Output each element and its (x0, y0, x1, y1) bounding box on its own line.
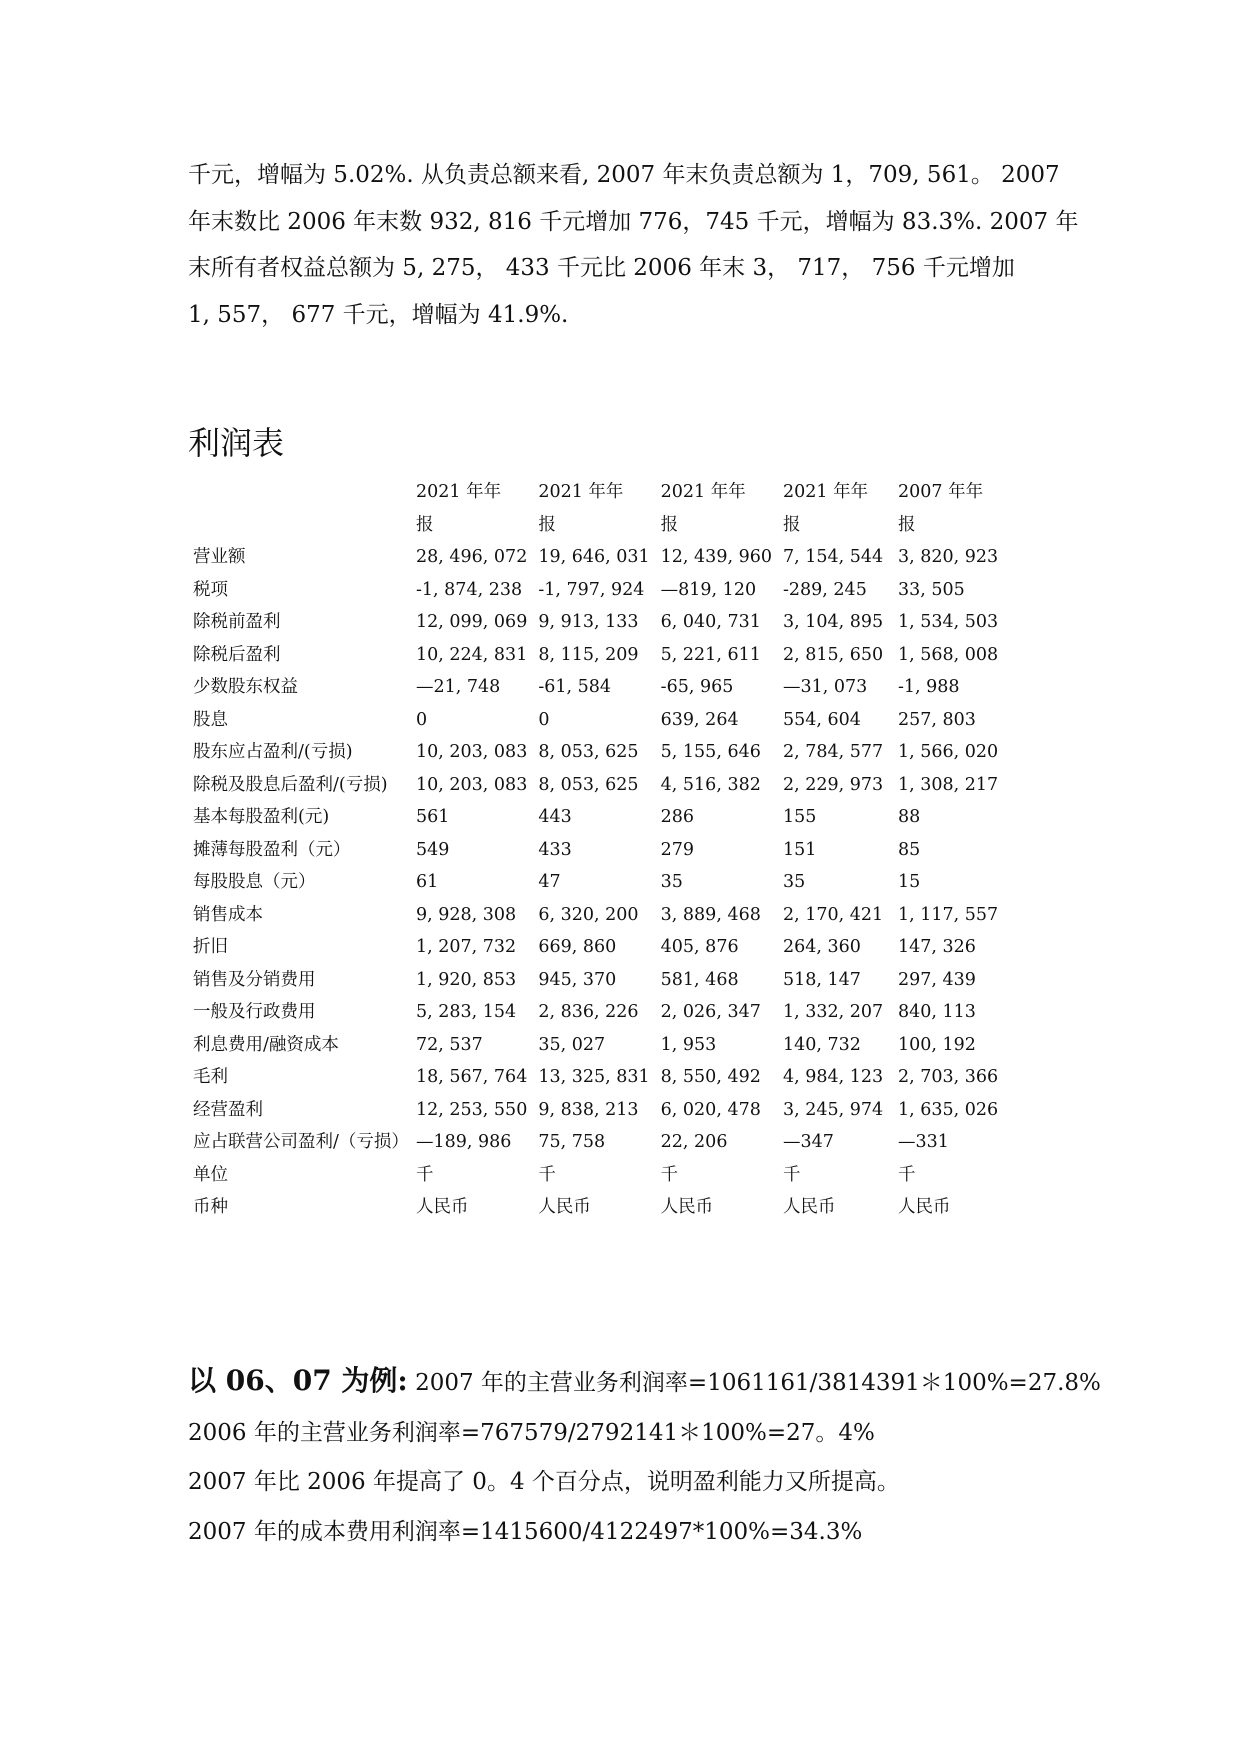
row-label: 股息 (193, 709, 228, 730)
table-cell: 151 (782, 839, 817, 860)
table-cell: 12, 099, 069 (416, 612, 528, 632)
header-row (188, 476, 1008, 541)
table-cell: 2, 026, 347 (660, 1002, 761, 1022)
table-cell: 3, 104, 895 (782, 612, 884, 632)
table-cell: 61 (416, 872, 439, 892)
table-row (188, 1029, 1008, 1062)
row-label: 除税及股息后盈利/(亏损) (193, 774, 388, 795)
table-cell: -289, 245 (782, 579, 867, 600)
table-cell: 7, 154, 544 (782, 547, 884, 567)
table-cell: -1, 797, 924 (538, 579, 645, 600)
table-cell: 4, 984, 123 (782, 1067, 884, 1087)
table-cell: —331 (897, 1132, 949, 1152)
intro-line: 1, 557， 677 千元，增幅为 41.9%. (188, 301, 569, 328)
row-label: 一般及行政费用 (193, 1002, 316, 1022)
calculation-section (188, 1356, 1101, 1557)
table-row (188, 1126, 1008, 1159)
table-cell: 1, 566, 020 (897, 742, 999, 762)
column-header: 2021 年年 报 (660, 482, 746, 535)
table-cell: 13, 325, 831 (538, 1067, 650, 1087)
table-cell: 639, 264 (660, 709, 739, 730)
intro-paragraph (188, 152, 1079, 338)
income-statement-table (188, 476, 1008, 1224)
row-label: 应占联营公司盈利/（亏损） (193, 1132, 409, 1153)
row-label: 除税后盈利 (193, 644, 281, 665)
table-cell: 千 (782, 1164, 801, 1185)
table-row (188, 1191, 1008, 1224)
table-cell: 72, 537 (416, 1034, 483, 1055)
table-body (188, 541, 1008, 1224)
table-cell: 6, 020, 478 (660, 1099, 761, 1120)
table-cell: 147, 326 (897, 937, 976, 957)
table-cell: 1, 953 (660, 1034, 717, 1055)
table-cell: 9, 838, 213 (538, 1099, 639, 1120)
table-cell: 千 (660, 1164, 679, 1185)
table-row (188, 899, 1008, 932)
row-label: 少数股东权益 (193, 677, 298, 697)
table-cell: 561 (416, 807, 450, 827)
table-cell: 3, 245, 974 (782, 1099, 884, 1120)
row-label: 利息费用/融资成本 (193, 1034, 339, 1055)
intro-line: 末所有者权益总额为 5, 275， 433 千元比 2006 年末 3， 717， 756 千元增加 (188, 255, 1015, 281)
table-cell: 6, 040, 731 (660, 612, 761, 632)
table-cell: 12, 439, 960 (660, 547, 772, 567)
table-cell: 1, 568, 008 (897, 644, 999, 665)
table-cell: —21, 748 (416, 677, 501, 697)
table-row (188, 801, 1008, 834)
table-cell: 22, 206 (660, 1132, 728, 1152)
table-cell: 1, 920, 853 (416, 969, 517, 990)
table-cell: 945, 370 (538, 969, 617, 990)
table-cell: 554, 604 (782, 709, 861, 730)
table-cell: 28, 496, 072 (416, 547, 528, 567)
table-cell: 19, 646, 031 (538, 547, 650, 567)
row-label: 折旧 (193, 937, 228, 957)
table-cell: 47 (538, 872, 561, 892)
table-cell: 人民币 (782, 1197, 836, 1217)
column-header: 2021 年年 报 (416, 482, 502, 535)
table-cell: 5, 155, 646 (660, 742, 761, 762)
intro-line: 年末数比 2006 年末数 932, 816 千元增加 776，745 千元，增幅为 83.3%. 2007 年 (188, 208, 1079, 235)
table-cell: 9, 928, 308 (416, 904, 517, 925)
table-row (188, 931, 1008, 964)
table-row (188, 704, 1008, 737)
calc-lead: 以 06、07 为例: (188, 1364, 408, 1397)
table-row (188, 834, 1008, 867)
column-header: 2021 年年 报 (782, 482, 869, 535)
table-cell: —31, 073 (782, 677, 868, 697)
table-cell: 405, 876 (660, 937, 739, 957)
table-cell: 10, 224, 831 (416, 644, 528, 665)
table-row (188, 606, 1008, 639)
table-cell: 1, 332, 207 (782, 1002, 884, 1022)
table-cell: 257, 803 (897, 709, 976, 730)
table-cell: —819, 120 (660, 579, 757, 600)
table-cell: 人民币 (897, 1197, 951, 1217)
table-cell: 443 (538, 807, 572, 827)
table-cell: 1, 207, 732 (416, 937, 517, 957)
table-cell: 840, 113 (897, 1002, 976, 1022)
table-cell: 100, 192 (897, 1034, 976, 1055)
calc-line-2: 2006 年的主营业务利润率=767579/2792141＊100%=27。4% (188, 1419, 875, 1446)
table-row (188, 769, 1008, 802)
table-cell: 15 (897, 872, 921, 892)
table-cell: 9, 913, 133 (538, 612, 639, 632)
row-label: 每股股息（元） (193, 872, 316, 892)
row-label: 经营盈利 (193, 1099, 263, 1120)
table-cell: 1, 635, 026 (897, 1099, 999, 1120)
table-cell: 6, 320, 200 (538, 904, 639, 925)
table-cell: 千 (538, 1164, 556, 1185)
table-cell: 2, 703, 366 (897, 1067, 999, 1087)
table-cell: 10, 203, 083 (416, 774, 528, 795)
table-cell: 2, 815, 650 (782, 644, 884, 665)
table-cell: 0 (416, 709, 428, 730)
table-cell: -1, 988 (897, 677, 960, 697)
table-cell: 1, 534, 503 (897, 612, 999, 632)
row-label: 单位 (193, 1164, 228, 1185)
table-cell: -1, 874, 238 (416, 579, 523, 600)
row-label: 币种 (193, 1197, 228, 1217)
table-cell: 155 (782, 807, 817, 827)
table-cell: 8, 550, 492 (660, 1067, 761, 1087)
row-label: 股东应占盈利/(亏损) (193, 742, 353, 762)
table-cell: —189, 986 (416, 1132, 512, 1152)
table-row (188, 574, 1008, 607)
table-cell: 8, 115, 209 (538, 644, 639, 665)
table-cell: 581, 468 (660, 969, 739, 990)
table-cell: 人民币 (416, 1197, 469, 1217)
table-cell: 2, 170, 421 (782, 904, 884, 925)
table-cell: 人民币 (660, 1197, 714, 1217)
calc-line-1 (188, 1356, 1101, 1409)
table-cell: 千 (897, 1164, 916, 1185)
row-label: 除税前盈利 (193, 612, 281, 632)
table-cell: 669, 860 (538, 937, 617, 957)
row-label: 销售及分销费用 (193, 969, 316, 990)
table-cell: 140, 732 (782, 1034, 861, 1055)
column-header: 2021 年年 报 (538, 482, 624, 535)
table-cell: 2, 836, 226 (538, 1002, 639, 1022)
table-row (188, 996, 1008, 1029)
table-row (188, 639, 1008, 672)
table-cell: 35 (782, 872, 806, 892)
table-cell: 5, 221, 611 (660, 644, 761, 665)
table-cell: 4, 516, 382 (660, 774, 761, 795)
table-cell: 3, 820, 923 (897, 547, 999, 567)
table-header (188, 476, 1008, 541)
table-cell: 35, 027 (538, 1034, 606, 1055)
table-cell: 8, 053, 625 (538, 774, 639, 795)
table-cell: 2, 784, 577 (782, 742, 884, 762)
table-cell: 75, 758 (538, 1132, 606, 1152)
table-row (188, 964, 1008, 997)
table-cell: 2, 229, 973 (782, 774, 884, 795)
header-empty-cell (188, 476, 411, 541)
table-cell: 5, 283, 154 (416, 1002, 517, 1022)
intro-line: 千元，增幅为 5.02%. 从负责总额来看, 2007 年末负责总额为 1，709, 561。 2007 (188, 162, 1060, 188)
table-row (188, 1061, 1008, 1094)
table-row (188, 671, 1008, 704)
table-cell: 33, 505 (897, 579, 965, 600)
table-cell: 10, 203, 083 (416, 742, 528, 762)
table-cell: 12, 253, 550 (416, 1099, 528, 1120)
table-cell: 264, 360 (782, 937, 861, 957)
table-cell: 297, 439 (897, 969, 976, 990)
table-cell: 千 (416, 1164, 434, 1185)
table-cell: 85 (897, 839, 921, 860)
table-row (188, 736, 1008, 769)
table-cell: 549 (416, 839, 450, 860)
table-cell: 人民币 (538, 1197, 591, 1217)
table-cell: 3, 889, 468 (660, 904, 761, 925)
calc-line-3: 2007 年比 2006 年提高了 0。4 个百分点，说明盈利能力又所提高。 (188, 1469, 900, 1495)
table-cell: 18, 567, 764 (416, 1067, 528, 1087)
table-title: 利润表 (188, 424, 285, 462)
table-cell: 1, 117, 557 (897, 904, 999, 925)
calc-line-4: 2007 年的成本费用利润率=1415600/4122497*100%=34.3% (188, 1518, 863, 1545)
table-cell: 279 (660, 839, 695, 860)
table-row (188, 866, 1008, 899)
row-label: 税项 (193, 579, 228, 600)
table-cell: 1, 308, 217 (897, 774, 999, 795)
table-cell: 88 (897, 807, 921, 827)
table-cell: 286 (660, 807, 695, 827)
table-cell: 35 (660, 872, 683, 892)
table-cell: —347 (782, 1132, 834, 1152)
table-row (188, 1094, 1008, 1127)
row-label: 营业额 (193, 547, 246, 567)
row-label: 销售成本 (193, 904, 263, 925)
row-label: 摊薄每股盈利（元） (193, 839, 351, 860)
table-cell: -61, 584 (538, 677, 612, 697)
row-label: 毛利 (193, 1067, 228, 1087)
table-cell: 0 (538, 709, 550, 730)
row-label: 基本每股盈利(元) (193, 807, 330, 827)
table-cell: 518, 147 (782, 969, 861, 990)
table-cell: -65, 965 (660, 677, 734, 697)
table-row (188, 541, 1008, 574)
calc-text: 2007 年的主营业务利润率=1061161/3814391＊100%=27.8% (407, 1370, 1101, 1396)
column-header: 2007 年年 报 (897, 482, 984, 535)
table-cell: 433 (538, 839, 572, 860)
table-cell: 8, 053, 625 (538, 742, 639, 762)
table-row (188, 1159, 1008, 1192)
